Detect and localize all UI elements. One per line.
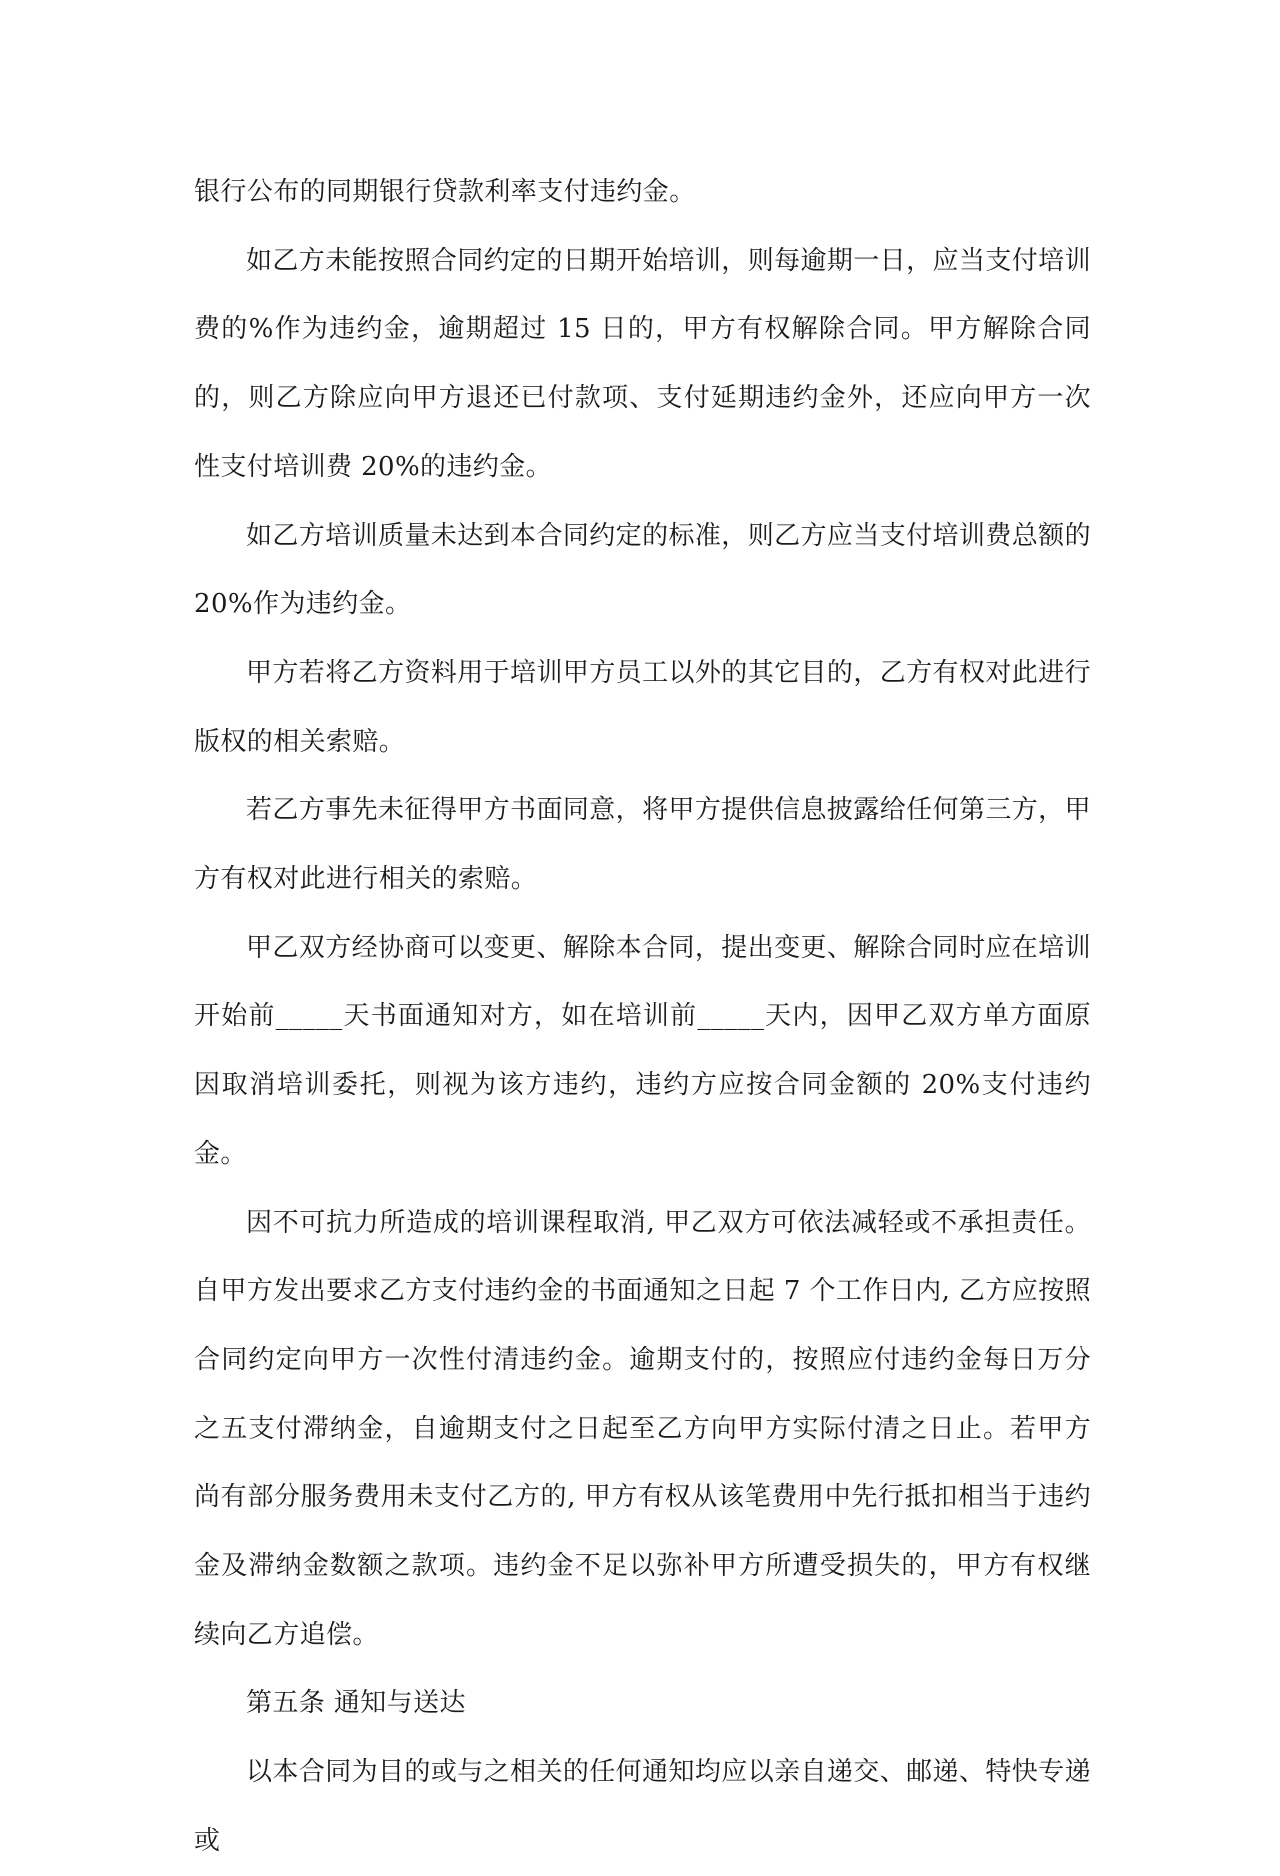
paragraph-notice: 以本合同为目的或与之相关的任何通知均应以亲自递交、邮递、特快专递或	[194, 1757, 1091, 1856]
paragraph-copyright: 甲方若将乙方资料用于培训甲方员工以外的其它目的，乙方有权对此进行版权的相关索赔。	[194, 657, 1091, 757]
section-heading-article-5: 第五条 通知与送达	[246, 1688, 466, 1719]
paragraph-continuation: 银行公布的同期银行贷款利率支付违约金。	[194, 177, 696, 207]
document-body	[194, 158, 1091, 1876]
paragraph-quality-penalty: 如乙方培训质量未达到本合同约定的标准，则乙方应当支付培训费总额的 20%作为违约金。	[194, 520, 1091, 620]
paragraph-force-majeure: 因不可抗力所造成的培训课程取消, 甲乙双方可依法减轻或不承担责任。自甲方发出要求乙方支付违约金的书面通知之日起 7 个工作日内, 乙方应按照合同约定向甲方一次性付清违约金。逾期支付的，按照应付违约金每日万分之五支付滞纳金，自逾期支付之日起至乙方向甲方实际付清之日止。若甲方尚有部分服务费用未支付乙方的, 甲方有权从该笔费用中先行抵扣相当于违约金及滞纳金数额之款项。违约金不足以弥补甲方所遭受损失的，甲方有权继续向乙方追偿。	[194, 1207, 1091, 1650]
paragraph-delay-penalty: 如乙方未能按照合同约定的日期开始培训，则每逾期一日，应当支付培训费的%作为违约金，逾期超过 15 日的，甲方有权解除合同。甲方解除合同的，则乙方除应向甲方退还已付款项、支付延期违约金外，还应向甲方一次性支付培训费 20%的违约金。	[194, 245, 1091, 482]
paragraph-disclosure: 若乙方事先未征得甲方书面同意，将甲方提供信息披露给任何第三方，甲方有权对此进行相关的索赔。	[194, 795, 1091, 895]
paragraph-contract-change: 甲乙双方经协商可以变更、解除本合同，提出变更、解除合同时应在培训开始前_____天书面通知对方，如在培训前_____天内，因甲乙双方单方面原因取消培训委托，则视为该方违约，违约方应按合同金额的 20%支付违约金。	[194, 932, 1091, 1169]
